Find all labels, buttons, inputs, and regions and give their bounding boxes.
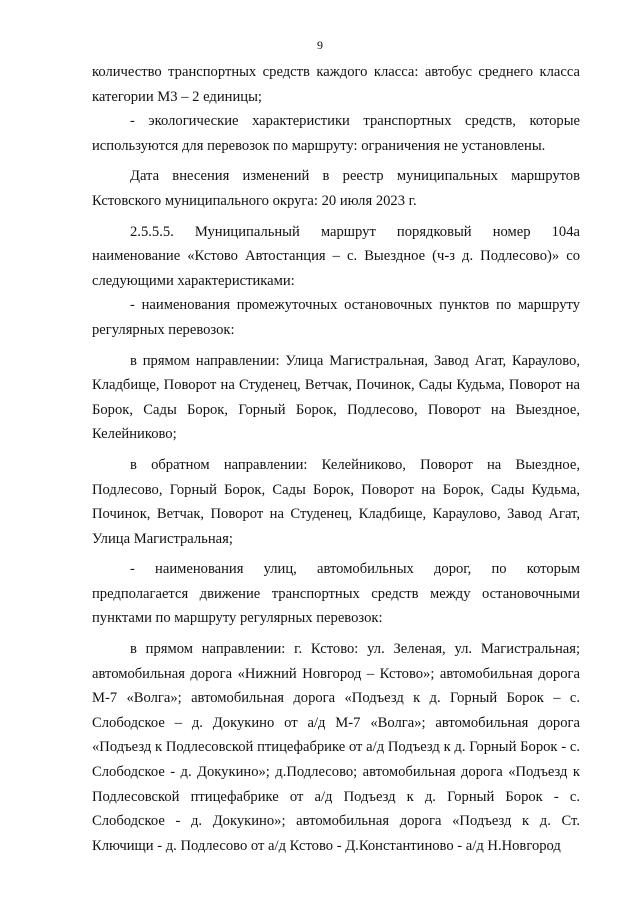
paragraph-reverse-stops: в обратном направлении: Келейниково, Поворот на Выездное, Подлесово, Горный Борок, Сады Борок, Поворот на Борок, Сады Кудьма, Починок, Ветчак, Поворот на Студенец, Кладбище, Караулово, Завод Агат, Улица Магистральная; [92, 456, 580, 547]
paragraph-forward-roads: в прямом направлении: г. Кстово: ул. Зеленая, ул. Магистральная; автомобильная дорога «Нижний Новгород – Кстово»; автомобильная дорога М-7 «Волга»; автомобильная дорога «Подъезд к д. Горный Борок – с. Слободское – д. Докукино от а/д М-7 «Волга»; автомобильная дорога «Подъезд к Подлесовской птицефабрике от а/д Подъезд к д. Горный Борок - с. Слободское - д. Докукино»; д.Подлесово; автомобильная дорога «Подъезд к Подлесовской птицефабрике от а/д Подъезд к д. Горный Борок - с. Слободское - д. Докукино»; автомобильная дорога «Подъезд к д. Ст. Ключищи - д. Подлесово от а/д Кстово - Д.Константиново - а/д Н.Новгород [92, 641, 580, 854]
paragraph-intermediate-stops-heading: - наименования промежуточных остановочных пунктов по маршруту регулярных перевозок: [92, 297, 580, 338]
paragraph-registry-date: Дата внесения изменений в реестр муниципальных маршрутов Кстовского муниципального округа: 20 июля 2023 г. [92, 168, 580, 209]
paragraph-forward-stops: в прямом направлении: Улица Магистральная, Завод Агат, Караулово, Кладбище, Поворот на Студенец, Ветчак, Починок, Сады Кудьма, Поворот на Борок, Сады Борок, Горный Борок, Подлесово, Поворот на Выездное, Келейниково; [92, 352, 580, 443]
paragraph-ecological-characteristics: - экологические характеристики транспортных средств, которые используются для перевозок по маршруту: ограничения не установлены. [92, 113, 580, 154]
document-body [92, 60, 580, 858]
paragraph-route-104a-header: 2.5.5.5. Муниципальный маршрут порядковый номер 104а наименование «Кстово Автостанция – с. Выездное (ч-з д. Подлесово)» со следующими характеристиками: [92, 223, 580, 289]
paragraph-vehicle-count: количество транспортных средств каждого класса: автобус среднего класса категории М3 – 2 единицы; [92, 64, 580, 105]
page-number: 9 [317, 38, 323, 52]
paragraph-streets-roads-heading: - наименования улиц, автомобильных дорог, по которым предполагается движение транспортных средств между остановочными пунктами по маршруту регулярных перевозок: [92, 561, 580, 627]
